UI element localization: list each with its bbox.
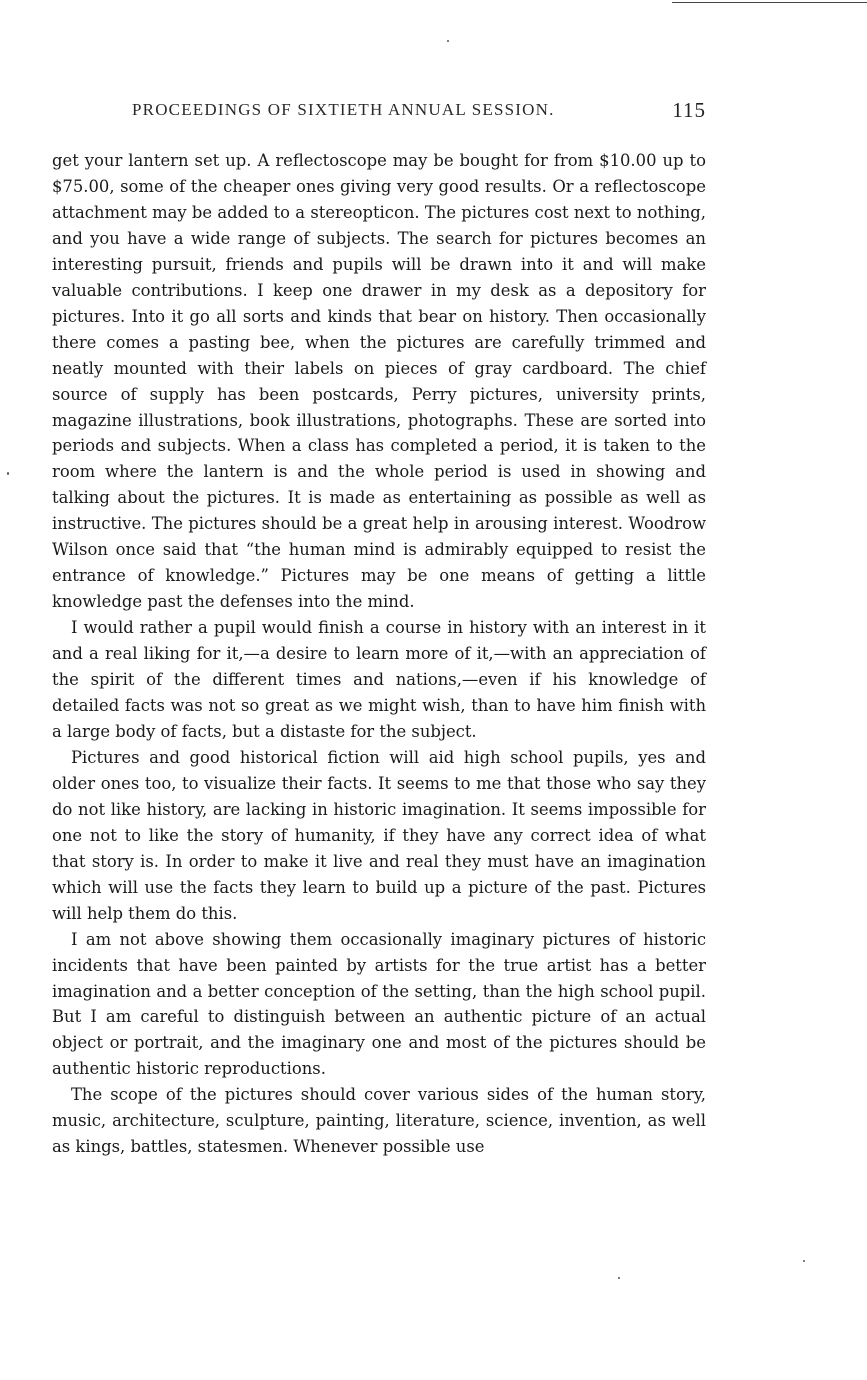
print-speck (803, 1260, 805, 1262)
page-number: 115 (672, 98, 706, 122)
paragraph-3: Pictures and good historical fiction will aid high school pupils, yes and older ones too, to visualize their facts. It seems to me that those who say they do not like history, are lacking in historic imagination. It seems impossible for one not to like the story of humanity, if they have any correct idea of what that story is. In order to make it live and real they must have an imagination which will use the facts they learn to build up a picture of the past. Pictures will help them do this. (52, 747, 706, 923)
paragraph-2: I would rather a pupil would finish a course in history with an interest in it and a real liking for it,—a desire to learn more of it,—with an appreciation of the spirit of the different times and nations,—even if his knowledge of detailed facts was not so great as we might wish, than to have him finish with a large body of facts, but a distaste for the subject. (52, 618, 706, 741)
running-head (52, 96, 706, 126)
print-speck (618, 1277, 620, 1279)
body-text (52, 148, 706, 1160)
paragraph-5: The scope of the pictures should cover various sides of the human story, music, architecture, sculpture, painting, literature, science, invention, as well as kings, battles, statesmen. Whenever possible use (52, 1085, 706, 1157)
print-speck (447, 40, 449, 42)
paragraph-1: get your lantern set up. A reflectoscope may be bought for from $10.00 up to $75.00, some of the cheaper ones giving very good results. Or a reflectoscope attachment may be added to a stereopticon. The pictures cost next to nothing, and you have a wide range of subjects. The search for pictures becomes an interesting pursuit, friends and pupils will be drawn into it and will make valuable contributions. I keep one drawer in my desk as a depository for pictures. Into it go all sorts and kinds that bear on history. Then occasionally there comes a pasting bee, when the pictures are carefully trimmed and neatly mounted with their labels on pieces of gray cardboard. The chief source of supply has been postcards, Perry pictures, university prints, magazine illustrations, book illustrations, photographs. These are sorted into periods and subjects. When a class has completed a period, it is taken to the room where the lantern is and the whole period is used in showing and talking about the pictures. It is made as entertaining as possible as well as instructive. The pictures should be a great help in arousing interest. Woodrow Wilson once said that “the human mind is admirably equipped to resist the entrance of knowledge.” Pictures may be one means of getting a little knowledge past the defenses into the mind. (52, 151, 706, 612)
top-edge-rule (672, 2, 867, 3)
running-title: PROCEEDINGS OF SIXTIETH ANNUAL SESSION. (132, 100, 555, 119)
print-speck (7, 472, 9, 475)
paragraph-4: I am not above showing them occasionally imaginary pictures of historic incidents that have been painted by artists for the true artist has a better imagination and a better conception of the setting, than the high school pupil. But I am careful to distinguish between an authentic picture of an actual object or portrait, and the imaginary one and most of the pictures should be authentic historic reproductions. (52, 929, 706, 1079)
